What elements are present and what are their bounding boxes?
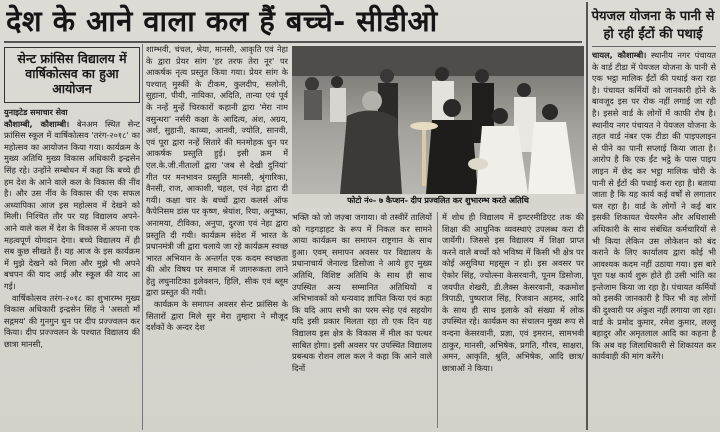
- middle-article-paragraph: कार्यक्रम के समापन अवसर सेन्ट फ्रांसिस के सितारों द्वारा मिले सुर मेरा तुम्हारा ने मौजूद दर्शकों के अन्दर देश: [146, 299, 288, 333]
- left-article-byline: युनाइटेड समाचार सेवा: [4, 108, 68, 117]
- right-article-dateline: चायल, कौशाम्बी।: [592, 50, 647, 60]
- box-headline-text: सेन्ट फ्रांसिस विद्यालय में वार्षिकोत्सव का हुआ आयोजन: [17, 51, 127, 96]
- left-article-box-headline: [4, 47, 140, 103]
- column-divider: [142, 44, 143, 430]
- right-article-body: [592, 50, 716, 430]
- left-article-paragraph: बेनअम स्थित सेन्ट फ्रांसिस स्कूल में वार्षिकोत्सव 'तरंग-२०१८' का महोत्सव का आयोजन किया गया। कार्यक्रम के मुख्य अतिथि मुख्य विकास अधिकारी इन्द्रसेन सिंह रहे। उन्होंने सम्बोधन में कहा कि बच्चे ही हम देश के आने वाले कल के विकास की नींव है। और उस नींव के विकास की एक सफल अध्यापिका आज इस महोत्सव में देखने को मिली। निश्चित तौर पर यह विद्यालय अपने-आने वाले कल में देश के विकास में अपना एक महत्वपूर्ण योगदान देगा। बच्चे विद्यालय में ही सब कुछ सीखते हैं। यह आज के इस कार्यक्रम में मुझे देखने को मिला और मुझे भी अपने बचपन की याद आई और स्कूल की याद आ गई।: [4, 118, 140, 291]
- bottom-middle-paragraph: में शोध ही विद्यालय में इण्टरमीडिएट तक की शिक्षा की आधुनिक व्यवस्थाएं उपलब्ध करा दी जायेंगी। जिससे इस विद्यालय में शिक्षा प्राप्त करने वाले बच्चों को भविष्य में किसी भी क्षेत्र पर कोई असुविधा महसूस न हो। इस अवसर पर ऐकोर सिंह, ज्योत्स्ना केसरवानी, पूनम डिसोजा, जयपीत शेखरी, डी.लैक्स केसरवानी, कक्रमोश त्रिपाठी, पुष्पराज सिंह, रिजवान अहमद, आदि के साथ ही साथ इलाके को संख्या में लोक उपस्थित रहे। कार्यक्रम का संचालन मुख्य रूप से वन्दना केसरवानी, प्रज्ञा, एवं इमरान, सामभवी ठाकुर, मानसी, अभिषेक, प्रगति, गौरव, साक्षरा, अमन, आकृति, श्रुति, अभिषेक, आदि छात्र/छात्राओं ने किया।: [442, 212, 584, 373]
- middle-article-body: [146, 44, 288, 424]
- event-photo: [292, 46, 584, 194]
- bottom-middle-article-body: [442, 212, 584, 428]
- bottom-left-paragraph: भक्ति को जो जज़्बा जगाया। वो तस्वीरें तालियों को गड़गड़ाहट के रूप में निकल कर सामने आया कार्यक्रम का समापन राष्ट्रगान के साथ हुआ। एवम् समापन अवसर पर विद्यालय के प्रधानाचार्य जेनाल्ड डिसोजा ने आये हुए मुख्य अतिथि, विशिष्ट अतिथि के साथ ही साथ उपस्थित अन्य सम्मानित अतिथियों व अभिभावकों को धन्यवाद ज्ञापित किया एवं कहा कि यदि आप सभी का परम स्नेह एवं सहयोग यदि इसी प्रकार मिलता रहा तो एक दिन यह विद्यालय इस क्षेत्र के विकास में मील का पत्थर साबित होगा। इसी अवसर पर उपस्थित विद्यालय प्रबन्धक रोशन लाल कल ने कहा कि आने वाले दिनों: [292, 212, 432, 373]
- column-divider: [586, 2, 588, 430]
- bottom-left-article-body: [292, 212, 432, 428]
- headline-rule: [4, 41, 582, 43]
- left-article-paragraph: वार्षिकोत्सव तरंग-२०१८ का शुभारम्भ मुख्य विकास अधिकारी इन्द्रसेन सिंह ने 'असतो माँ सद्गमय' की गुनगुन धुन पर दीप प्रज्ज्वलन कर किया। दीप प्रज्ज्वलन के पश्चात विद्यालय की छात्रा मानसी,: [4, 292, 140, 349]
- event-photo-illustration: [292, 46, 584, 194]
- middle-article-paragraph: शाम्भवी, चंचल, श्रेया, मानसी, आकृति एवं नेहा के द्वारा प्रेयर सांग 'हर तरफ तेरा नूर' पर आकर्षक नृत्य प्रस्तुत किया गया। प्रेयर सांग के पश्चात् मुस्कीं के टीकम, कुलदीप, सलोनी, सुहाना, पीयी, नायिका, अदिति, तान्या एवं पूर्व के नन्हें मुन्हें चिरकारों कहानी द्वारा 'मेरा नाम वसुन्धरा' नर्सरी कक्षा के आदित्य, अंश, अग्रय, अर्श, सुहानी, काव्या, आनवी, ज्योति, सानवी, एवं पूरा द्वारा नन्हें सितारे की मनमोहक धुन पर आकर्षक प्रस्तुति हुई। इसी क्रम में एल.के.जी.नीतालों द्वारा 'जब से देखी दुनियां' गीत पर मनभावन प्रस्तुति मानसी, श्रृंगारिका, वैनसी, राज, आकाशी, चहल, एवं नेहा द्वारा दी गयी। कक्षा चार के बच्चों द्वारा कलर्स ऑफ कैपेनिसम डांस पर कृष्ण, श्रेयांश, रिया, अनुष्का, अनामया, टीविका, अनुपा, दुरजा एवं नेहा द्वारा प्रस्तुति दी गयी। कार्यक्रम संदेश में भारत के प्रधानमंत्री जी द्वारा चलाये जा रहे कार्यक्रम स्वच्छ भारत अभियान के अन्तर्गत एक कदम स्वच्छता की ओर विषय पर समाज में जागरूकता लाने हेतु लघुनाटिका इलेक्शन, हिलि, सीक एवं ब्लूम द्वारा प्रस्तुत की गयी।: [146, 44, 288, 298]
- column-divider: [437, 212, 438, 428]
- left-article-body: [4, 107, 140, 429]
- left-article-dateline: कौशाम्बी, कौशाम्बी।: [4, 118, 70, 129]
- right-headline-rule: [592, 46, 716, 47]
- right-article-headline: पेयजल योजना के पानी से हो रही ईंटों की पथाई: [591, 9, 715, 42]
- right-article-paragraph: स्थानीय नगर पंचायत के वार्ड टीडा में पेयजल योजना के पानी से एक भट्ठा मालिक ईंटों की पथाई करा रहा है। पंचायत कर्मियों को जानकारी होने के बावजूद इस पर रोक नहीं लगाई जा रही है। इससे वार्ड के लोगों में काफी रोष है। स्थानीय नगर पंचायत ने पेयजल योजना के तहत वार्ड नंबर एक टीडा की पाइपलाइन से पीने का पानी सप्लाई किया जाता है। आरोप है कि एक ईंट भट्ठे के पास पाइप लाइन में छेद कर भट्ठा मालिक चोरी के पानी से ईंटों की पथाई करा रहा है। बताया जाता है कि यह कार्य कई वर्षों से लगातार चल रहा है। वार्ड के लोगों ने कई बार इसकी शिकायत चेयरमैन और अधिशासी अधिकारी के साथ संबंधित कर्मचारियों से भी किया लेकिन उस लोकेशन को बंद कराने के लिए कार्यालय द्वारा कोई भी आवश्यक कदम नहीं उठाया गया। इस बारे पूरा पक्ष कार्य शुरू होते ही उसी भांति का इन्तेजाम किया जा रहा है। पंचायत कर्मियों को इसकी जानकारी है फिर भी वह लोगों की दुश्वारी पर अंकुश नहीं लगाया जा रहा। वार्ड के प्रमोद कुमार, रमेश कुमार, लल्लू बहादुर और अमृतलाल आदि का कहना है कि अब वह जिलाधिकारी से शिकायत कर कार्यवाही की मांग करेंगे।: [592, 50, 716, 362]
- main-headline: देश के आने वाला कल हैं बच्चे- सीडीओ: [6, 4, 438, 38]
- photo-caption: फोटो नं०- ७ कैप्शन- दीप प्रज्वलित कर शुभारम्भ करते अतिथि: [292, 194, 584, 208]
